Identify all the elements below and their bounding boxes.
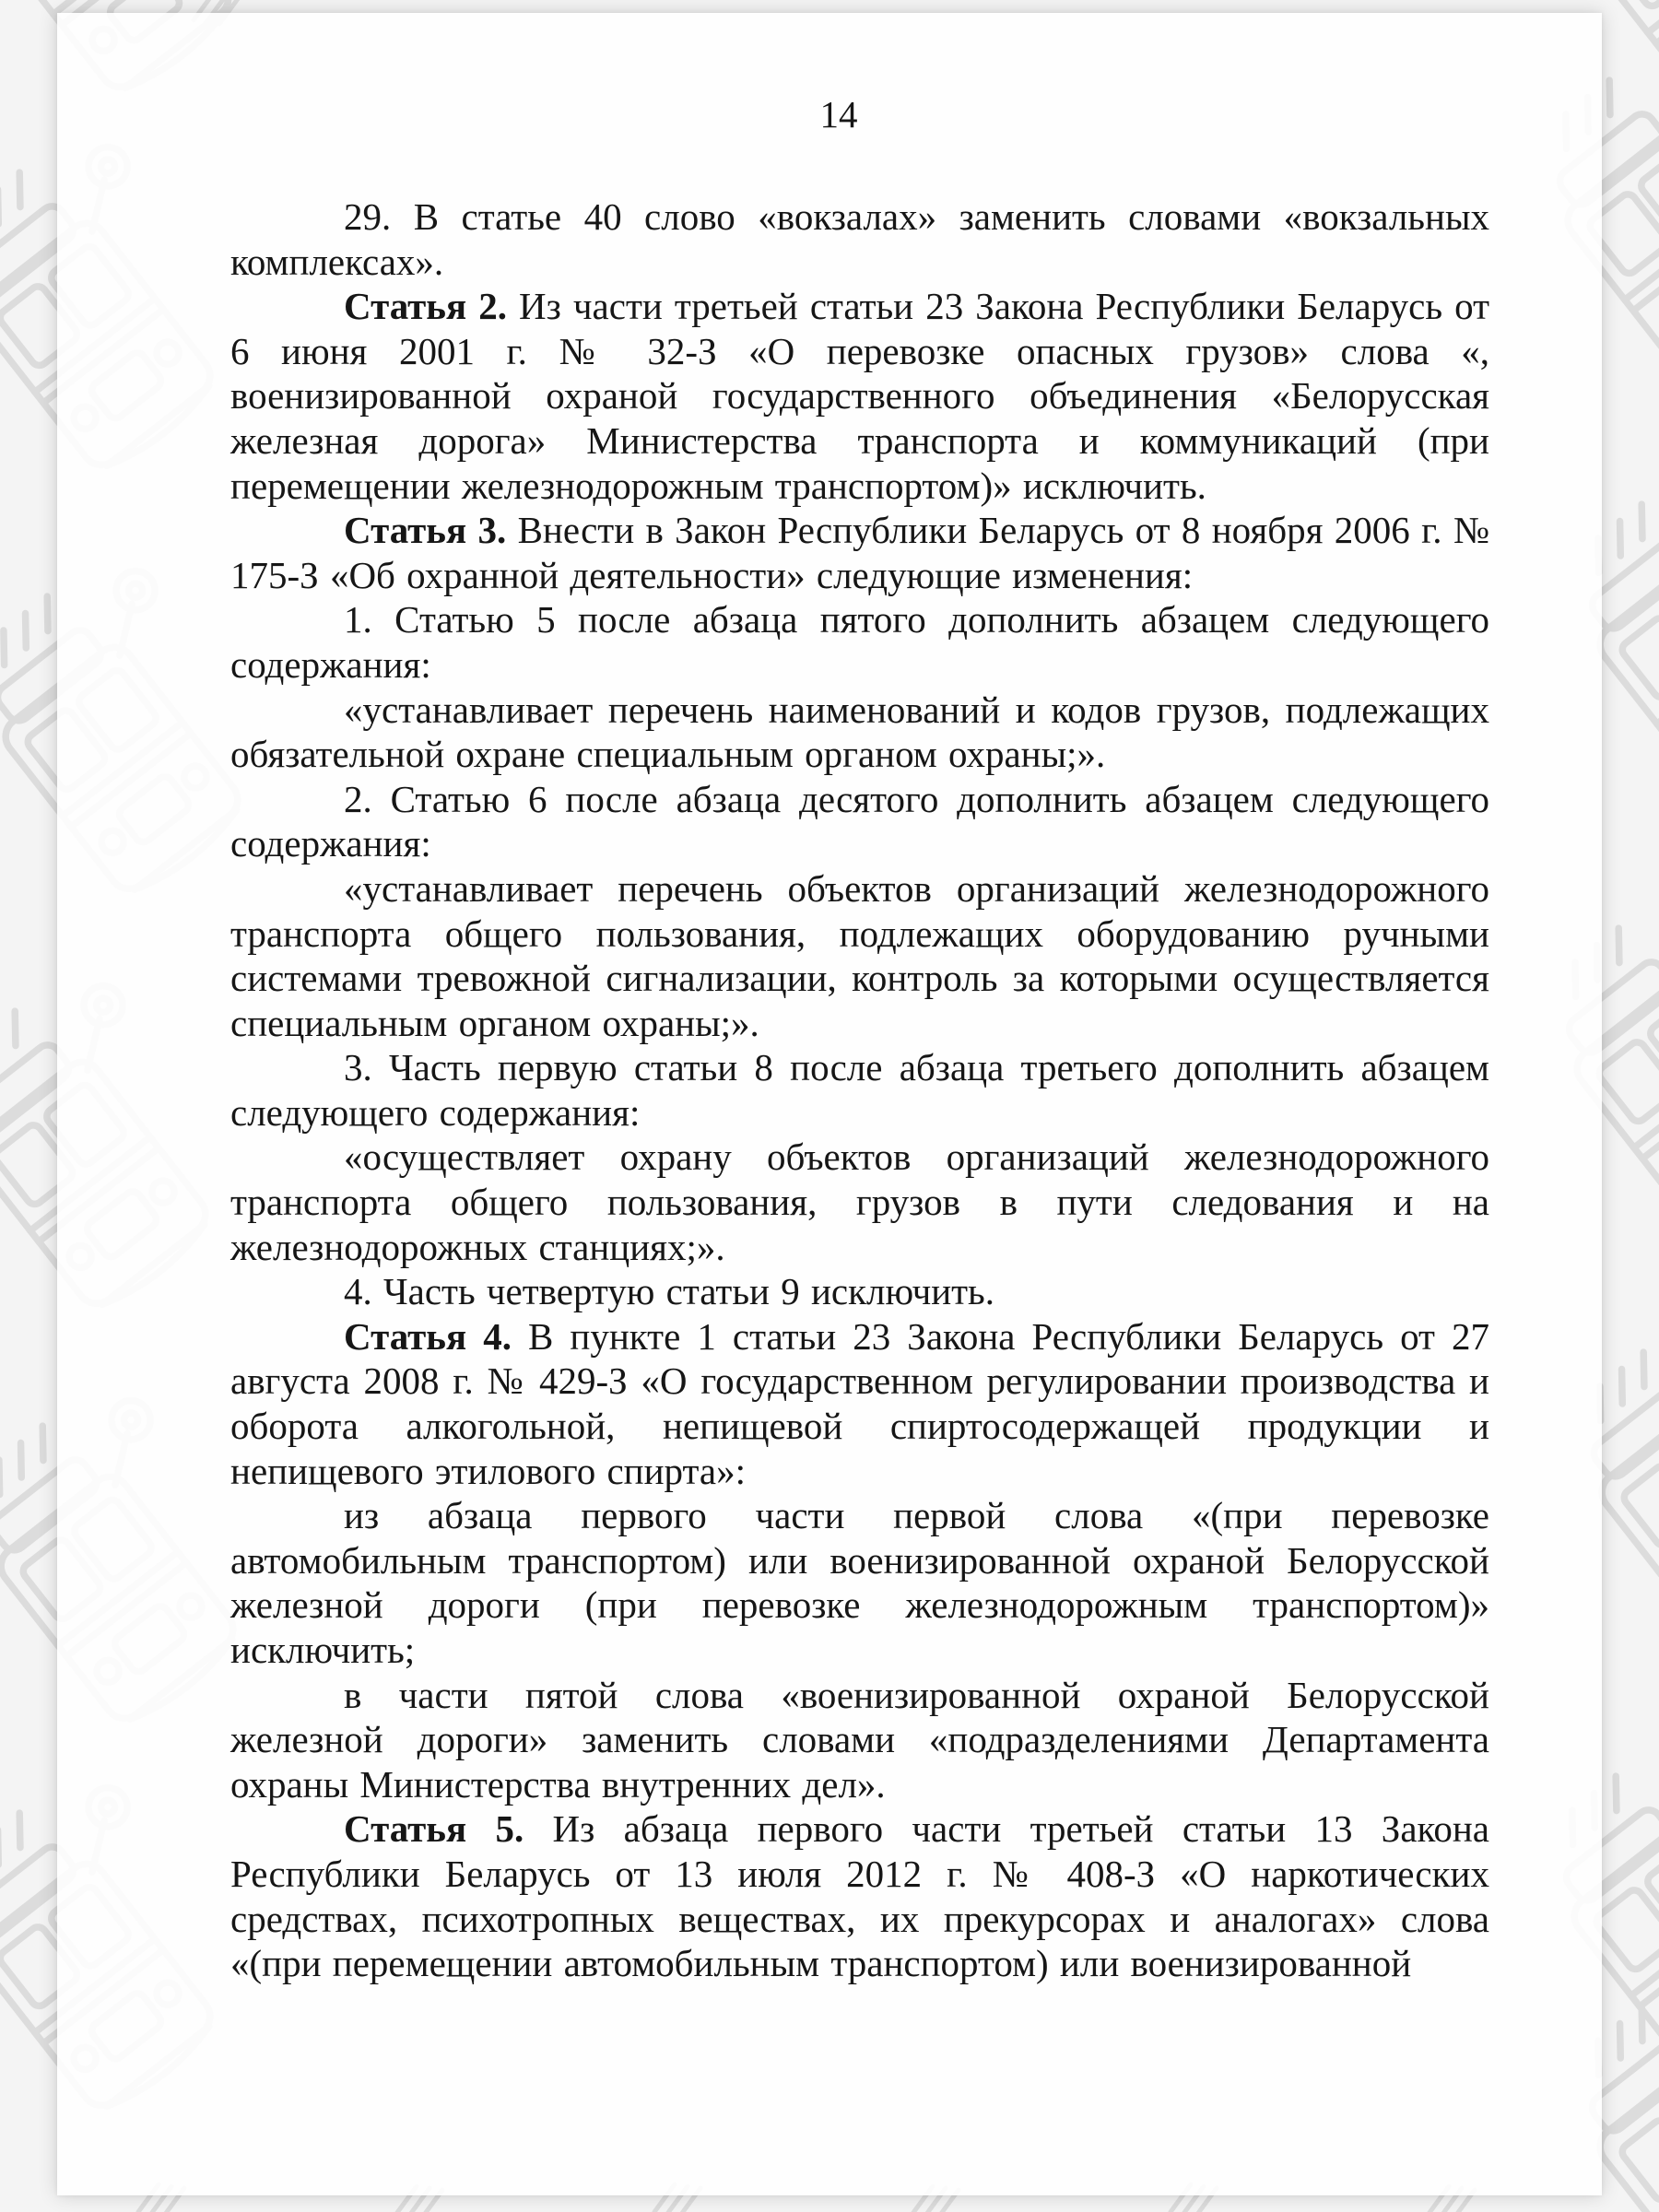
document-page bbox=[57, 13, 1602, 2195]
paragraph-text: 29. В статье 40 слово «вокзалах» заменить словами «вокзальных комплексах». bbox=[230, 195, 1489, 283]
paragraph bbox=[230, 866, 1489, 1045]
body-text bbox=[230, 194, 1489, 1986]
paragraph-text: 1. Статью 5 после абзаца пятого дополнить абзацем следующего содержания: bbox=[230, 598, 1489, 686]
paragraph bbox=[230, 194, 1489, 284]
page-content bbox=[230, 13, 1489, 1986]
paragraph bbox=[230, 688, 1489, 777]
article-label: Статья 2. bbox=[344, 285, 507, 328]
article-label: Статья 3. bbox=[344, 509, 507, 552]
paragraph bbox=[230, 1269, 1489, 1314]
paragraph bbox=[230, 1045, 1489, 1135]
paragraph bbox=[230, 284, 1489, 508]
paragraph-text: из абзаца первого части первой слова «(при перевозке автомобильным транспортом) или военизированной охраной Белорусской железной дороги (при перевозке железнодорожным транспортом)» исключить; bbox=[230, 1494, 1489, 1671]
paragraph bbox=[230, 1806, 1489, 1985]
paragraph bbox=[230, 508, 1489, 597]
paragraph-text: В пункте 1 статьи 23 Закона Республики Беларусь от 27 августа 2008 г. № 429-З «О государственном регулировании производства и оборота алкогольной, непищевой спиртосодержащей продукции и непищевого этилового спирта»: bbox=[230, 1314, 1489, 1492]
paragraph bbox=[230, 777, 1489, 866]
paragraph-text: Из части третьей статьи 23 Закона Республики Беларусь от 6 июня 2001 г. № 32-З «О перевозке опасных грузов» слова «, военизированной охраной государственного объединения «Белорусская железная дорога» Министерства транспорта и коммуникаций (при перемещении железнодорожным транспортом)» исключить. bbox=[230, 285, 1490, 507]
page-number: 14 bbox=[819, 93, 858, 135]
paragraph bbox=[230, 1493, 1489, 1672]
paragraph-text: 2. Статью 6 после абзаца десятого дополнить абзацем следующего содержания: bbox=[230, 777, 1489, 865]
paragraph-text: Из абзаца первого части третьей статьи 13 Закона Республики Беларусь от 13 июля 2012 г. № 408-З «О наркотических средствах, психотропных веществах, их прекурсорах и аналогах» слова «(при перемещении автомобильным транспортом) или военизированной bbox=[230, 1807, 1489, 1985]
paragraph-text: «устанавливает перечень объектов организаций железнодорожного транспорта общего пользования, подлежащих оборудованию ручными системами тревожной сигнализации, контроль за которыми осуществляется специальным органом охраны;». bbox=[230, 866, 1489, 1044]
paragraph bbox=[230, 597, 1489, 687]
paragraph-text: в части пятой слова «военизированной охраной Белорусской железной дороги» заменить словами «подразделениями Департамента охраны Министерства внутренних дел». bbox=[230, 1673, 1489, 1806]
paragraph-text: 4. Часть четвертую статьи 9 исключить. bbox=[344, 1270, 994, 1313]
paragraph bbox=[230, 1314, 1489, 1493]
paragraph-text: Внести в Закон Республики Беларусь от 8 ноября 2006 г. № 175-З «Об охранной деятельности» следующие изменения: bbox=[230, 509, 1489, 596]
paragraph-text: «осуществляет охрану объектов организаций железнодорожного транспорта общего пользования, грузов в пути следования и на железнодорожных станциях;». bbox=[230, 1135, 1489, 1268]
article-label: Статья 5. bbox=[344, 1807, 524, 1851]
paragraph bbox=[230, 1135, 1489, 1269]
article-label: Статья 4. bbox=[344, 1314, 512, 1358]
paragraph bbox=[230, 1673, 1489, 1807]
paragraph-text: «устанавливает перечень наименований и кодов грузов, подлежащих обязательной охране специальным органом охраны;». bbox=[230, 688, 1489, 776]
paragraph-text: 3. Часть первую статьи 8 после абзаца третьего дополнить абзацем следующего содержания: bbox=[230, 1046, 1489, 1134]
